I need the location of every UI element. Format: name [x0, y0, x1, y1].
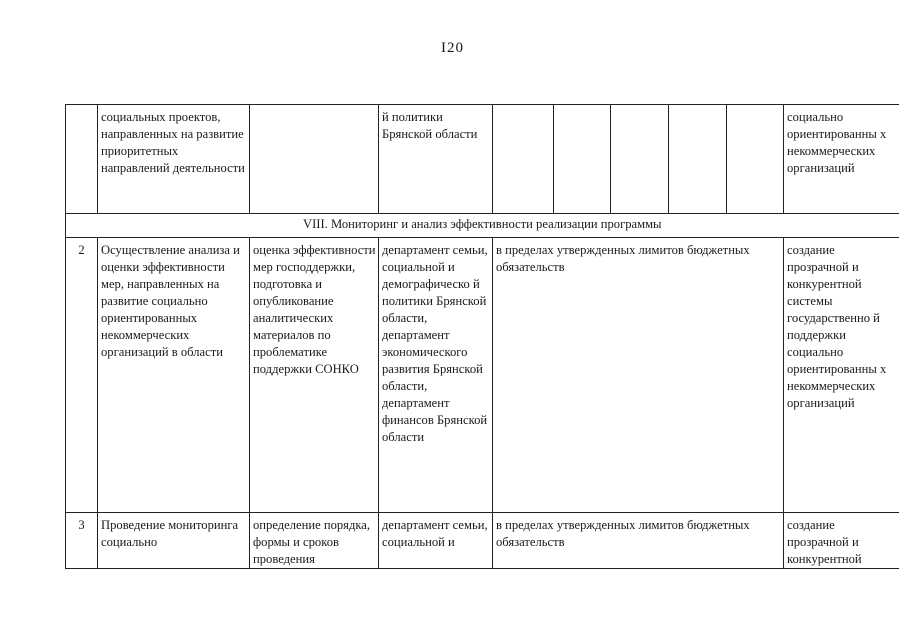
row-number-cell: 2 — [66, 238, 98, 513]
activity-cell: Проведение мониторинга социально — [98, 513, 250, 569]
program-table — [65, 104, 899, 569]
funding-cell — [727, 105, 784, 214]
funding-cell — [554, 105, 611, 214]
executor-cell: департамент семьи, социальной и демографическо й политики Брянской области, департамент экономического развития Брянской области, департамент финансов Брянской области — [379, 238, 493, 513]
content-cell: определение порядка, формы и сроков проведения — [250, 513, 379, 569]
funding-cell — [611, 105, 669, 214]
funding-cell — [669, 105, 727, 214]
table-row — [66, 238, 899, 513]
table-row — [66, 105, 899, 214]
row-number-cell — [66, 105, 98, 214]
funding-cell: в пределах утвержденных лимитов бюджетных обязательств — [493, 513, 784, 569]
activity-cell: Осуществление анализа и оценки эффективности мер, направленных на развитие социально ориентированных некоммерческих организаций в области — [98, 238, 250, 513]
result-cell: создание прозрачной и конкурентной системы государственно й поддержки социально ориентированны х некоммерческих организаций — [784, 238, 899, 513]
executor-cell: й политики Брянской области — [379, 105, 493, 214]
activity-cell: социальных проектов, направленных на развитие приоритетных направлений деятельности — [98, 105, 250, 214]
row-number-cell: 3 — [66, 513, 98, 569]
content-cell — [250, 105, 379, 214]
executor-cell: департамент семьи, социальной и — [379, 513, 493, 569]
funding-cell — [493, 105, 554, 214]
result-cell: создание прозрачной и конкурентной — [784, 513, 899, 569]
table-row — [66, 513, 899, 569]
result-cell: социально ориентированны х некоммерческих организаций — [784, 105, 899, 214]
section-heading: VIII. Мониторинг и анализ эффективности реализации программы — [66, 214, 899, 238]
content-cell: оценка эффективности мер господдержки, подготовка и опубликование аналитических материалов по проблематике поддержки СОНКО — [250, 238, 379, 513]
funding-cell: в пределах утвержденных лимитов бюджетных обязательств — [493, 238, 784, 513]
section-row — [66, 214, 899, 238]
page-number: I20 — [441, 40, 464, 56]
